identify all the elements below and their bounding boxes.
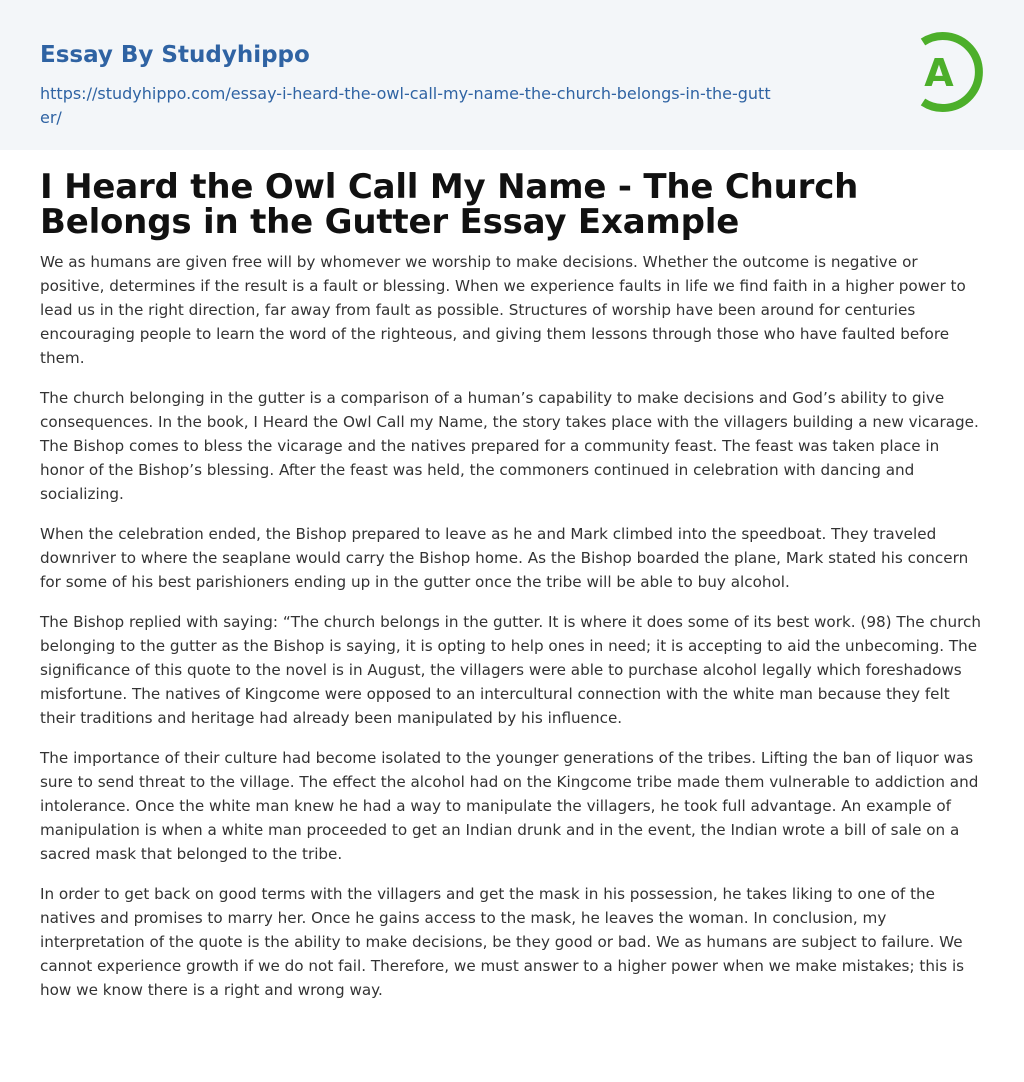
studyhippo-logo-icon[interactable] <box>910 28 988 116</box>
site-brand[interactable]: Essay By Studyhippo <box>40 42 310 68</box>
essay-paragraph: The Bishop replied with saying: “The church belongs in the gutter. It is where it does some of its best work. (98) The church belonging to the gutter as the Bishop is saying, it is opting to help ones in need; it is accepting to aid the unbecoming. The significance of this quote to the novel is in August, the villagers were able to purchase alcohol legally which foreshadows misfortune. The natives of Kingcome were opposed to an intercultural connection with the white man because they felt their traditions and heritage had already been manipulated by his influence. <box>40 613 981 727</box>
essay-paragraph: When the celebration ended, the Bishop prepared to leave as he and Mark climbed into the speedboat. They traveled downriver to where the seaplane would carry the Bishop home. As the Bishop boarded the plane, Mark stated his concern for some of his best parishioners ending up in the gutter once the tribe will be able to buy alcohol. <box>40 525 969 591</box>
source-url-link[interactable]: https://studyhippo.com/essay-i-heard-the-owl-call-my-name-the-church-belongs-in-the-gutter/ <box>40 84 771 127</box>
essay-body <box>40 250 984 1002</box>
essay-title: I Heard the Owl Call My Name - The Church Belongs in the Gutter Essay Example <box>40 167 859 242</box>
essay-paragraph: We as humans are given free will by whomever we worship to make decisions. Whether the outcome is negative or positive, determines if the result is a fault or blessing. When we experience faults in life we find faith in a higher power to lead us in the right direction, far away from fault as possible. Structures of worship have been around for centuries encouraging people to learn the word of the righteous, and giving them lessons through those who have faulted before them. <box>40 253 966 367</box>
essay-paragraph: The church belonging in the gutter is a comparison of a human’s capability to make decisions and God’s ability to give consequences. In the book, I Heard the Owl Call my Name, the story takes place with the villagers building a new vicarage. The Bishop comes to bless the vicarage and the natives prepared for a community feast. The feast was taken place in honor of the Bishop’s blessing. After the feast was held, the commoners continued in celebration with dancing and socializing. <box>40 389 979 503</box>
essay-content <box>40 167 984 1018</box>
essay-paragraph: In order to get back on good terms with the villagers and get the mask in his possession, he takes liking to one of the natives and promises to marry her. Once he gains access to the mask, he leaves the woman. In conclusion, my interpretation of the quote is the ability to make decisions, be they good or bad. We as humans are subject to failure. We cannot experience growth if we do not fail. Therefore, we must answer to a higher power when we make mistakes; this is how we know there is a right and wrong way. <box>40 885 965 999</box>
essay-paragraph: The importance of their culture had become isolated to the younger generations of the tribes. Lifting the ban of liquor was sure to send threat to the village. The effect the alcohol had on the Kingcome tribe made them vulnerable to addiction and intolerance. Once the white man knew he had a way to manipulate the villagers, he took full advantage. An example of manipulation is when a white man proceeded to get an Indian drunk and in the event, the Indian wrote a bill of sale on a sacred mask that belonged to the tribe. <box>40 749 979 863</box>
logo-letter: A <box>924 51 954 95</box>
site-header <box>0 0 1024 150</box>
